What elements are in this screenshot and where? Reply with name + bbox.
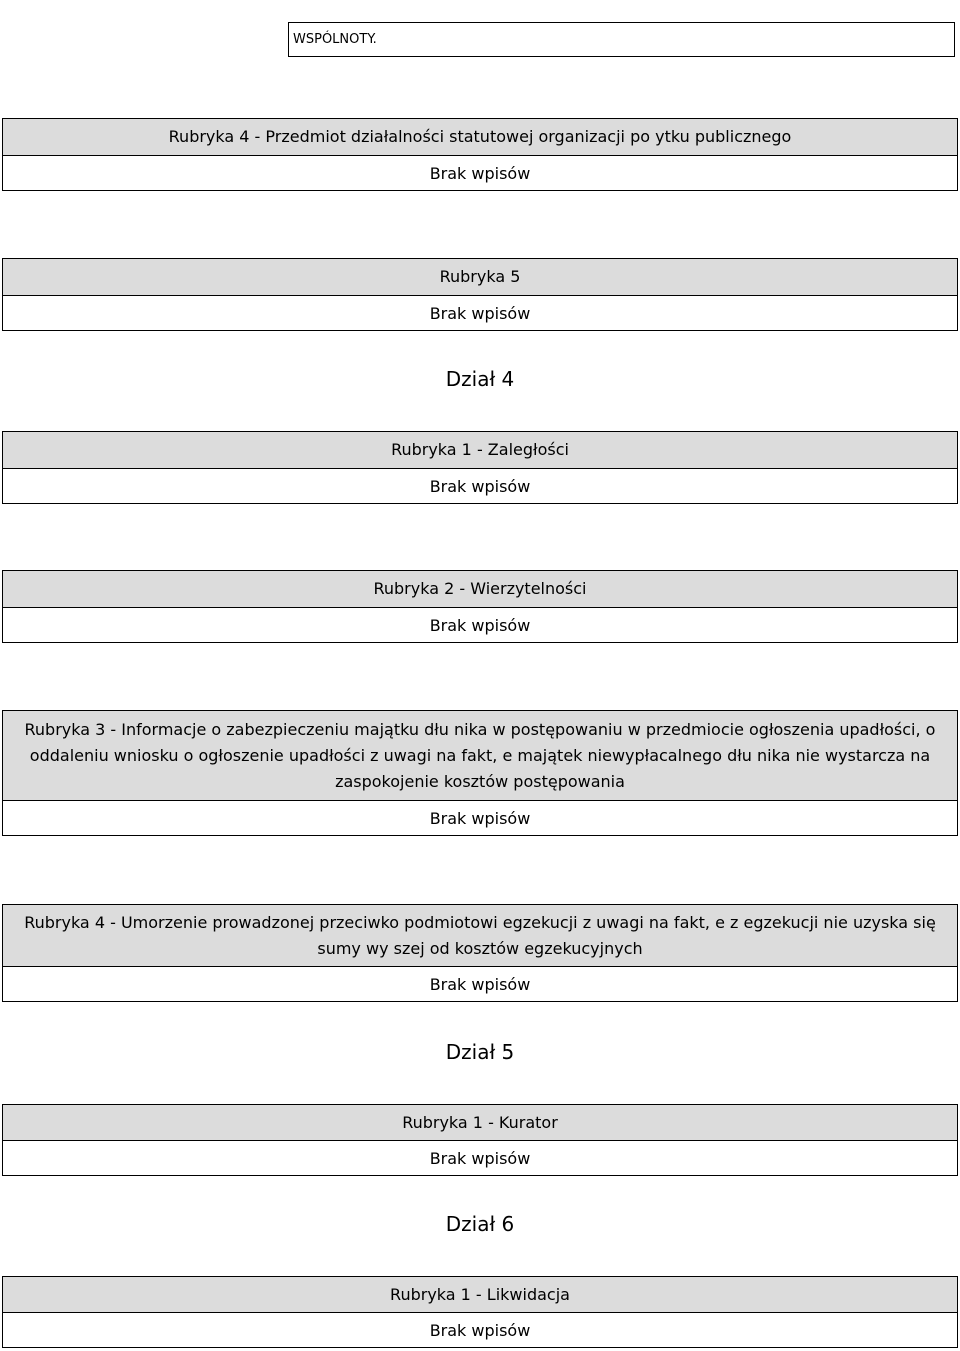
section-header-text: Rubryka 4 - Przedmiot działalności statutowej organizacji po ytku publicznego xyxy=(168,127,792,146)
rubryka-1-zaleglosci-entries xyxy=(2,469,958,504)
rubryka-1-zaleglosci-header xyxy=(2,431,958,469)
section-header-text: Rubryka 1 - Kurator xyxy=(402,1112,558,1132)
rubryka-2-wierzytelnosci-entries xyxy=(2,608,958,643)
rubryka-1-likwidacja-header xyxy=(2,1276,958,1313)
top-box-wspolnoty xyxy=(288,22,955,57)
section-header-text: Rubryka 1 - Likwidacja xyxy=(390,1284,570,1304)
section-header-text: Rubryka 2 - Wierzytelności xyxy=(373,579,587,598)
section-header-text: Rubryka 1 - Zaległości xyxy=(391,440,569,459)
rubryka-4-przedmiot-header xyxy=(2,118,958,156)
rubryka-3-informacje-header xyxy=(2,710,958,801)
rubryka-1-kurator-entries xyxy=(2,1141,958,1176)
top-box-text: WSPÓLNOTY. xyxy=(293,32,377,47)
rubryka-3-informacje-entries xyxy=(2,801,958,836)
rubryka-1-kurator-header xyxy=(2,1104,958,1141)
section-header-text: Rubryka 3 - Informacje o zabezpieczeniu majątku dłu nika w postępowaniu w przedmiocie ogłoszenia upadłości, o oddaleniu wniosku o ogłoszenie upadłości z uwagi na fakt, e majątek niewypłacalnego dłu nika nie wystarcza na zaspokojenie kosztów postępowania xyxy=(24,719,936,791)
brak-wpisow-text: Brak wpisów xyxy=(429,303,531,323)
brak-wpisow-text: Brak wpisów xyxy=(429,1148,531,1168)
rubryka-4-umorzenie-entries xyxy=(2,967,958,1002)
brak-wpisow-text: Brak wpisów xyxy=(429,1320,531,1340)
brak-wpisow-text: Brak wpisów xyxy=(429,476,531,496)
dzial-5-title: Dział 5 xyxy=(445,1040,515,1064)
dzial-6-title: Dział 6 xyxy=(445,1212,515,1236)
rubryka-5-entries xyxy=(2,296,958,331)
rubryka-2-wierzytelnosci-header xyxy=(2,570,958,608)
rubryka-5-header xyxy=(2,258,958,296)
section-header-text: Rubryka 4 - Umorzenie prowadzonej przeciwko podmiotowi egzekucji z uwagi na fakt, e z egzekucji nie uzyska się sumy wy szej od kosztów egzekucyjnych xyxy=(24,912,936,958)
dzial-4-title: Dział 4 xyxy=(445,367,515,391)
brak-wpisow-text: Brak wpisów xyxy=(429,615,531,635)
rubryka-4-umorzenie-header xyxy=(2,904,958,967)
rubryka-4-przedmiot-entries xyxy=(2,156,958,191)
brak-wpisow-text: Brak wpisów xyxy=(429,163,531,183)
brak-wpisow-text: Brak wpisów xyxy=(429,974,531,994)
section-header-text: Rubryka 5 xyxy=(439,267,521,286)
rubryka-1-likwidacja-entries xyxy=(2,1313,958,1348)
brak-wpisow-text: Brak wpisów xyxy=(429,808,531,828)
